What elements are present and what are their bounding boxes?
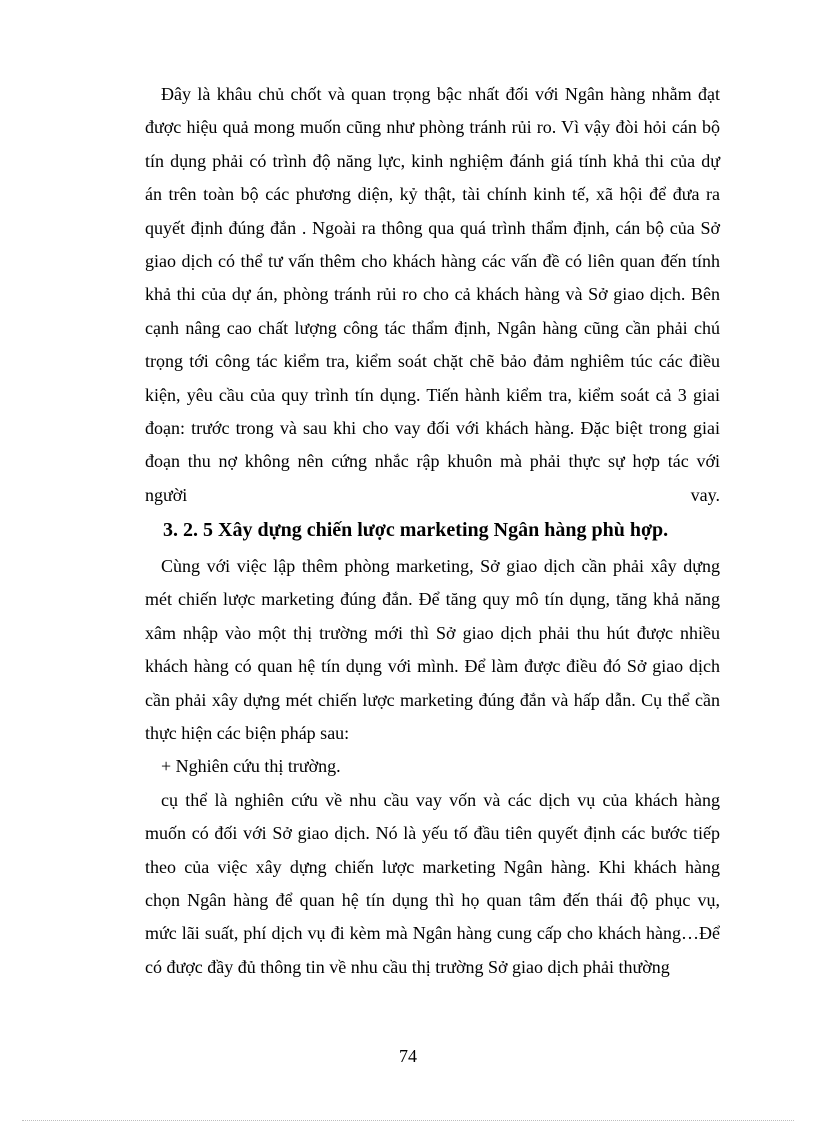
text-line: án trên toàn bộ các phương diện, kỷ thật, tài chính kinh tế, xã hội để đưa ra [145, 184, 720, 205]
text-line: theo của việc xây dựng chiến lược marketing Ngân hàng. Khi khách hàng [145, 856, 720, 877]
page-bottom-divider [22, 1120, 794, 1121]
paragraph-2 [145, 550, 720, 750]
text-line: đoạn: trước trong và sau khi cho vay đối với khách hàng. Đặc biệt trong giai [145, 417, 720, 438]
text-line: khả thi của dự án, phòng tránh rủi ro cho cả khách hàng và Sở giao dịch. Bên [145, 284, 720, 305]
text-line: Đây là khâu chủ chốt và quan trọng bậc nhất đối với Ngân hàng nhằm đạt [161, 84, 720, 104]
text-line: được hiệu quả mong muốn cũng như phòng tránh rủi ro. Vì vậy đòi hỏi cán bộ [145, 117, 720, 138]
page-number: 74 [399, 1046, 417, 1066]
text-line: cần phải xây dựng mét chiến lược marketing đúng đắn và hấp dẫn. Cụ thể cần [145, 689, 720, 710]
text-line: thực hiện các biện pháp sau: [145, 723, 350, 744]
text-line: xâm nhập vào một thị trường mới thì Sở giao dịch phải thu hút được nhiều [145, 622, 720, 643]
text-line: kiện, yêu cầu của quy trình tín dụng. Tiến hành kiểm tra, kiểm soát cả 3 giai [145, 384, 720, 405]
text-line: tín dụng phải có trình độ năng lực, kinh nghiệm đánh giá tính khả thi của dự [145, 150, 720, 171]
text-line: người vay. [145, 484, 720, 505]
paragraph-3 [145, 784, 720, 984]
document-page [145, 78, 720, 984]
text-line: đoạn thu nợ không nên cứng nhắc rập khuôn mà phải thực sự hợp tác với [145, 451, 720, 472]
text-line: Cùng với việc lập thêm phòng marketing, Sở giao dịch cần phải xây dựng [161, 556, 720, 577]
text-line: giao dịch có thể tư vấn thêm cho khách hàng các vấn đề có liên quan đến tính [145, 250, 720, 271]
text-line: chọn Ngân hàng để quan hệ tín dụng thì họ quan tâm đến thái độ phục vụ, [145, 889, 720, 910]
text-line: mức lãi suất, phí dịch vụ đi kèm mà Ngân hàng cung cấp cho khách hàng…Để [145, 923, 720, 944]
text-line: cạnh nâng cao chất lượng công tác thẩm định, Ngân hàng cũng cần phải chú [145, 317, 720, 338]
paragraph-1 [145, 78, 720, 512]
section-heading: 3. 2. 5 Xây dựng chiến lược marketing Ngân hàng phù hợp. [163, 519, 669, 542]
text-line: mét chiến lược marketing đúng đắn. Để tăng quy mô tín dụng, tăng khả năng [145, 589, 720, 610]
bullet-item: + Nghiên cứu thị trường. [161, 756, 341, 777]
text-line: muốn có đối với Sở giao dịch. Nó là yếu tố đầu tiên quyết định các bước tiếp [145, 823, 720, 844]
text-line: quyết định đúng đắn . Ngoài ra thông qua quá trình thẩm định, cán bộ của Sở [145, 217, 720, 238]
text-line: cụ thể là nghiên cứu về nhu cầu vay vốn và các dịch vụ của khách hàng [161, 789, 720, 810]
text-line: trọng tới công tác kiểm tra, kiểm soát chặt chẽ bảo đảm nghiêm túc các điều [145, 351, 720, 372]
text-line: khách hàng có quan hệ tín dụng với mình. Để làm được điều đó Sở giao dịch [145, 656, 720, 677]
text-line: có được đầy đủ thông tin về nhu cầu thị trường Sở giao dịch phải thường [145, 956, 670, 977]
